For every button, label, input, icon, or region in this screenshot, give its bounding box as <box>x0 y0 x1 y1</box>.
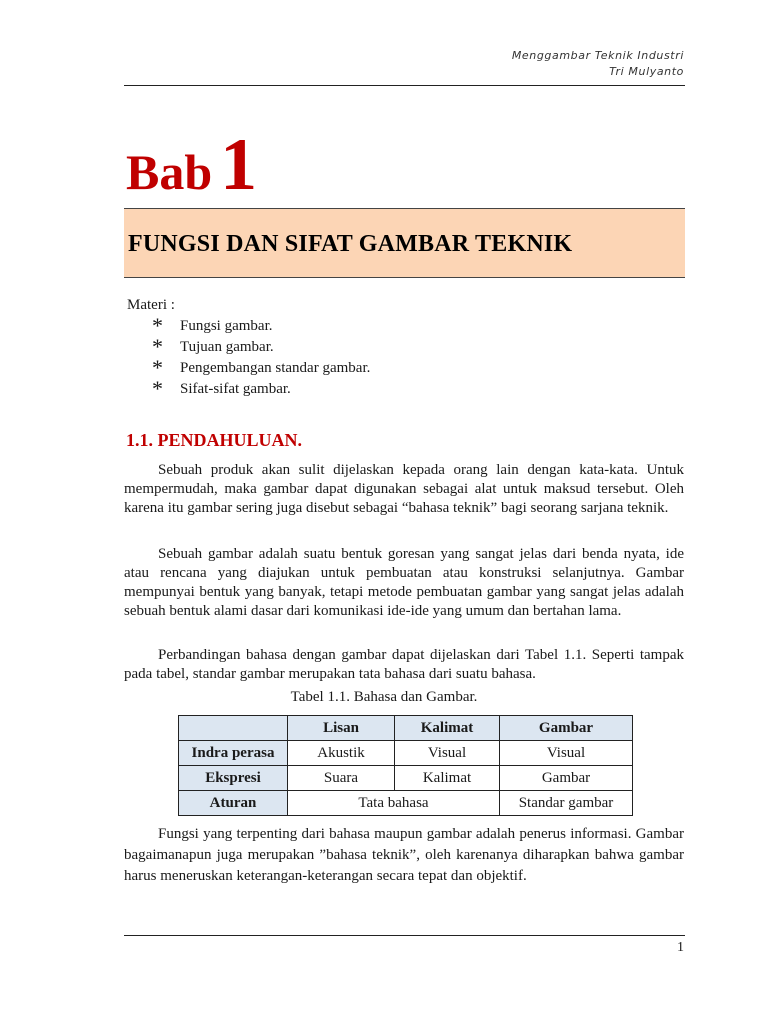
chapter-label <box>126 124 258 206</box>
table-cell: Akustik <box>288 741 395 766</box>
chapter-title-band <box>124 208 685 278</box>
header-author: Tri Mulyanto <box>609 65 684 78</box>
materi-list <box>152 315 370 399</box>
column-header: Lisan <box>288 716 395 741</box>
paragraph-3: Perbandingan bahasa dengan gambar dapat dijelaskan dari Tabel 1.1. Seperti tampak pada tabel, standar gambar merupakan tata bahasa dari suatu bahasa. <box>124 647 684 682</box>
list-item-text: Pengembangan standar gambar. <box>180 360 371 376</box>
table-cell: Gambar <box>500 766 633 791</box>
list-item <box>152 336 370 357</box>
table-cell: Kalimat <box>395 766 500 791</box>
list-item-text: Tujuan gambar. <box>180 339 274 355</box>
table-row <box>179 741 633 766</box>
section-heading: 1.1. PENDAHULUAN. <box>126 430 303 450</box>
paragraph-4: Fungsi yang terpenting dari bahasa maupun gambar adalah penerus informasi. Gambar bagaimanapun juga merupakan ”bahasa teknik”, oleh karenanya diharapkan bahwa gambar harus meneruskan keterangan-keterangan secara tepat dan objektif. <box>124 826 684 884</box>
table-cell: Suara <box>288 766 395 791</box>
chapter-word: Bab <box>126 144 213 200</box>
row-header: Indra perasa <box>179 741 288 766</box>
table-row <box>179 766 633 791</box>
list-item-text: Fungsi gambar. <box>180 318 273 334</box>
paragraph-2: Sebuah gambar adalah suatu bentuk goresan yang sangat jelas dari benda nyata, ide atau rencana yang diajukan untuk pembuatan atau konstruksi selanjutnya. Gambar mempunyai bentuk yang banyak, tetapi metode pembuatan gambar yang sangat jelas adalah sebuah bentuk alami dasar dari komunikasi ide-ide yang umum dan bertahan lama. <box>124 546 684 619</box>
row-header: Aturan <box>179 791 288 816</box>
asterisk-bullet-icon: * <box>152 355 163 380</box>
paragraph-1: Sebuah produk akan sulit dijelaskan kepada orang lain dengan kata-kata. Untuk mempermudah, maka gambar dapat digunakan sebagai alat untuk maksud tersebut. Oleh karena itu gambar sering juga disebut sebagai “bahasa teknik” bagi seorang sarjana teknik. <box>124 462 684 516</box>
list-item <box>152 357 370 378</box>
comparison-table <box>178 715 633 816</box>
chapter-title: FUNGSI DAN SIFAT GAMBAR TEKNIK <box>128 231 573 257</box>
row-header: Ekspresi <box>179 766 288 791</box>
footer-divider <box>124 935 685 936</box>
list-item <box>152 378 370 399</box>
table-cell: Visual <box>395 741 500 766</box>
running-header <box>512 48 684 80</box>
list-item-text: Sifat-sifat gambar. <box>180 381 291 397</box>
table-row <box>179 791 633 816</box>
table-header-row <box>179 716 633 741</box>
column-header: Kalimat <box>395 716 500 741</box>
list-item <box>152 315 370 336</box>
table-corner-cell <box>179 716 288 741</box>
table-cell: Visual <box>500 741 633 766</box>
asterisk-bullet-icon: * <box>152 376 163 401</box>
table-cell-merged: Tata bahasa <box>288 791 500 816</box>
page-number: 1 <box>677 940 684 955</box>
column-header: Gambar <box>500 716 633 741</box>
chapter-number: 1 <box>220 124 258 206</box>
table-caption: Tabel 1.1. Bahasa dan Gambar. <box>290 689 478 705</box>
table-cell: Standar gambar <box>500 791 633 816</box>
asterisk-bullet-icon: * <box>152 313 163 338</box>
materi-label: Materi : <box>127 297 175 313</box>
header-divider <box>124 85 685 86</box>
header-book-title: Menggambar Teknik Industri <box>511 49 684 62</box>
asterisk-bullet-icon: * <box>152 334 163 359</box>
